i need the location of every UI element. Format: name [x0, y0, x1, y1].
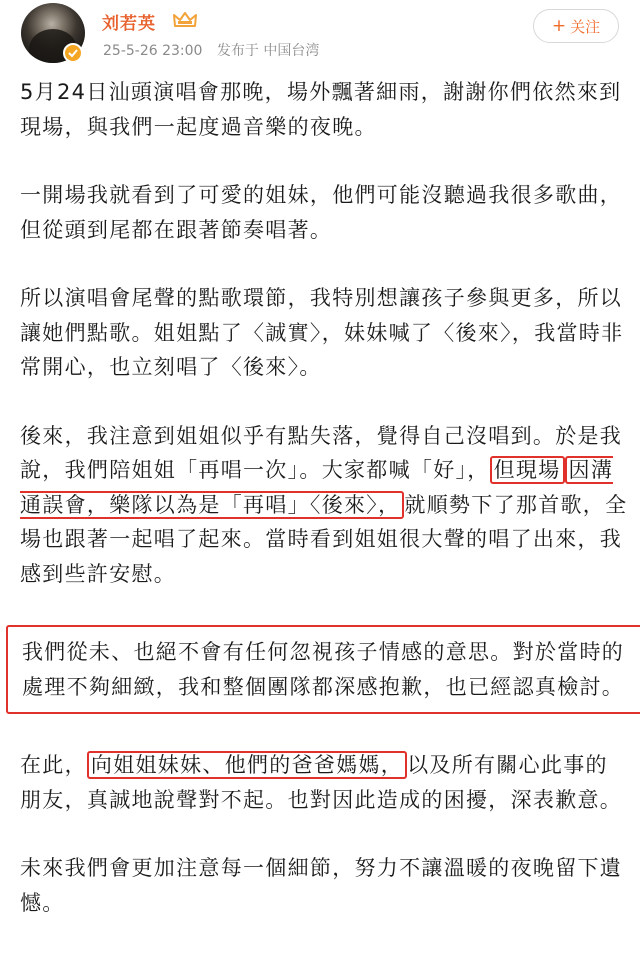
- post-body: [20, 75, 630, 954]
- post-meta: [103, 40, 329, 60]
- post-text: 就順勢下了那首歌，全場也跟著一起唱了起來。當時看到姐姐很大聲的唱了出來，我感到些許安慰。: [20, 492, 628, 586]
- highlighted-text: 向姐姐妹妹、他們的爸爸媽媽，: [87, 751, 407, 779]
- post-paragraph-5: 我們從未、也絕不會有任何忽視孩子情感的意思。對於當時的處理不夠細緻，我和整個團隊都深感抱歉，也已經認真檢討。: [22, 640, 625, 699]
- post-text: 在此，: [20, 753, 87, 777]
- post-paragraph-6: [20, 748, 630, 817]
- post-paragraph-4: [20, 419, 630, 592]
- plus-icon: +: [551, 15, 567, 36]
- post-text: 後來，我注意到姐姐似乎有點失落，覺得自己沒唱到。於是我說，我們陪姐姐「再唱一次」。大家都喊「好」，: [20, 423, 623, 482]
- follow-button-label: 关注: [570, 17, 601, 36]
- post-paragraph-3: 所以演唱會尾聲的點歌環節，我特別想讓孩子參與更多，所以讓她們點歌。姐姐點了〈誠實〉，妹妹喊了〈後來〉，我當時非常開心，也立刻唱了〈後來〉。: [20, 286, 624, 379]
- username[interactable]: 刘若英: [102, 14, 156, 34]
- follow-button[interactable]: [533, 9, 619, 43]
- post-paragraph-7: 未來我們會更加注意每一個細節，努力不讓溫暖的夜晚留下遺憾。: [20, 856, 623, 915]
- post-header: [0, 0, 640, 70]
- post-paragraph-1: 5月24日汕頭演唱會那晚，場外飄著細雨，謝謝你們依然來到現場，與我們一起度過音樂的夜晚。: [20, 80, 622, 139]
- crown-icon: [172, 10, 198, 30]
- highlighted-text: 但現場: [490, 456, 565, 484]
- highlighted-text: 因溝通誤會，樂隊以為是「再唱」〈後來〉，: [20, 458, 614, 517]
- highlighted-paragraph-box: [6, 625, 640, 714]
- post-location: 发布于 中国台湾: [216, 43, 320, 59]
- verified-badge-icon: [63, 43, 83, 63]
- post-paragraph-2: 一開場我就看到了可愛的姐妹，他們可能沒聽過我很多歌曲，但從頭到尾都在跟著節奏唱著。: [20, 183, 623, 242]
- post-text: 以及所有關心此事的朋友，真誠地說聲對不起。也對因此造成的困擾，深表歉意。: [20, 753, 623, 812]
- post-timestamp: 25-5-26 23:00: [103, 43, 203, 59]
